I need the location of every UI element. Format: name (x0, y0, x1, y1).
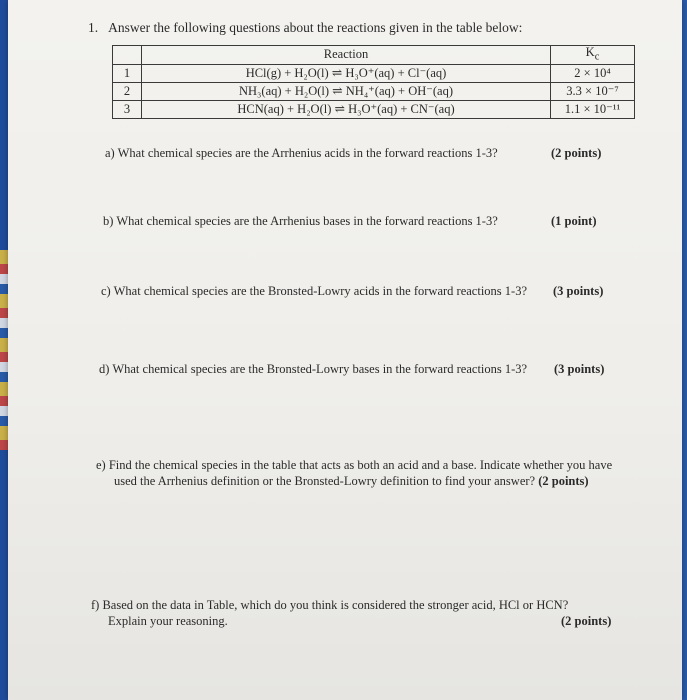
table-header-k: $K_c$ (551, 46, 635, 65)
reaction-table (112, 45, 635, 119)
part-points: (2 points) (551, 146, 602, 160)
row-k: 2 × 10⁴ (551, 64, 635, 82)
part-d (99, 361, 674, 377)
part-text: What chemical species are the Bronsted-Lowry bases in the forward reactions 1-3? (112, 362, 528, 376)
part-text-line2: used the Arrhenius definition or the Bronsted-Lowry definition to find your answer? (114, 474, 536, 488)
part-f (91, 597, 621, 629)
k-subscript: c (594, 51, 600, 63)
part-text: What chemical species are the Bronsted-Lowry acids in the forward reactions 1-3? (113, 284, 527, 298)
part-c (101, 283, 671, 299)
part-points: (3 points) (553, 284, 604, 298)
table-header-index (113, 46, 142, 65)
question-prompt: Answer the following questions about the reactions given in the table below: (108, 20, 523, 35)
row-k: 1.1 × 10⁻¹¹ (551, 100, 635, 118)
part-label: c) (101, 284, 111, 298)
row-reaction: NH₃(aq) + H₂O(l) ⇌ NH₄⁺(aq) + OH⁻(aq) (142, 82, 551, 100)
table-row (113, 64, 635, 82)
question-heading (88, 20, 522, 36)
part-text-line2: Explain your reasoning. (108, 614, 228, 628)
part-text: What chemical species are the Arrhenius acids in the forward reactions 1-3? (117, 146, 498, 160)
part-text: What chemical species are the Arrhenius bases in the forward reactions 1-3? (116, 214, 498, 228)
part-points: (2 points) (561, 614, 612, 628)
row-index: 1 (113, 64, 142, 82)
part-text-line1: Based on the data in Table, which do you think is considered the stronger acid, HCl or HCN? (102, 598, 569, 612)
part-a (105, 145, 665, 161)
table-row (113, 82, 635, 100)
row-index: 3 (113, 100, 142, 118)
part-b (103, 213, 663, 229)
part-label: f) (91, 598, 100, 612)
part-text-line1: Find the chemical species in the table that acts as both an acid and a base. Indicate whether you have (108, 458, 613, 472)
part-points: (3 points) (554, 362, 605, 376)
part-points: (2 points) (538, 474, 589, 488)
row-reaction: HCl(g) + H₂O(l) ⇌ H₃O⁺(aq) + Cl⁻(aq) (142, 64, 551, 82)
part-label: e) (96, 458, 106, 472)
table-header-reaction: Reaction (142, 46, 551, 65)
part-e (96, 457, 676, 489)
table-row (113, 100, 635, 118)
part-label: d) (99, 362, 110, 376)
part-points: (1 point) (551, 214, 597, 228)
row-index: 2 (113, 82, 142, 100)
row-reaction: HCN(aq) + H₂O(l) ⇌ H₃O⁺(aq) + CN⁻(aq) (142, 100, 551, 118)
row-k: 3.3 × 10⁻⁷ (551, 82, 635, 100)
part-label: b) (103, 214, 114, 228)
part-label: a) (105, 146, 115, 160)
worksheet-page (8, 0, 682, 700)
question-number: 1. (88, 20, 99, 35)
